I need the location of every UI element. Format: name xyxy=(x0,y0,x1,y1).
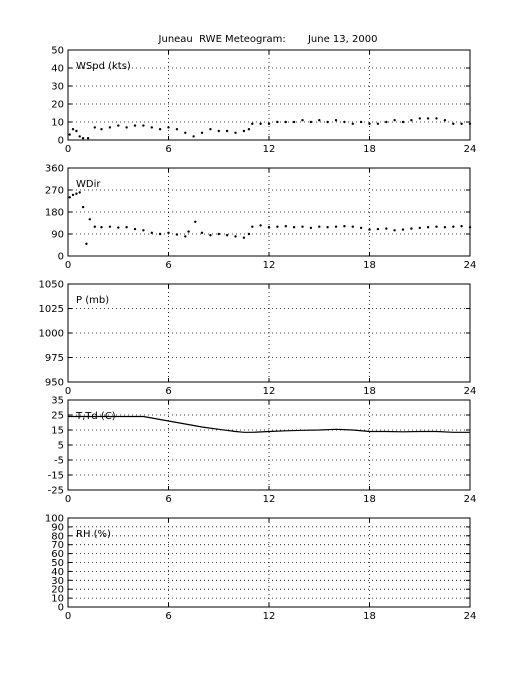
wspd-data-point xyxy=(142,124,144,126)
wspd-data-point xyxy=(326,121,328,123)
wdir-data-point xyxy=(427,226,429,228)
temp-dewpoint-y-tick-label: -5 xyxy=(54,455,64,467)
wdir-data-point xyxy=(100,226,102,228)
wdir-data-point xyxy=(326,226,328,228)
wspd-data-point xyxy=(285,121,287,123)
wdir-data-point xyxy=(352,226,354,228)
wdir-x-tick-label: 18 xyxy=(363,260,376,271)
wdir-data-point xyxy=(276,226,278,228)
wdir-x-tick-label: 6 xyxy=(165,260,172,271)
wdir-x-tick-label: 12 xyxy=(262,260,276,271)
wdir-data-point xyxy=(94,226,96,228)
wdir-data-point xyxy=(377,228,379,230)
wdir-y-tick-label: 360 xyxy=(44,163,64,175)
wspd-data-point xyxy=(310,121,312,123)
wspd-data-point xyxy=(452,123,454,125)
wspd-data-point xyxy=(82,137,84,139)
wspd-data-point xyxy=(69,133,71,135)
wspd-data-point xyxy=(318,119,320,121)
wspd-data-point xyxy=(360,121,362,123)
wspd-data-point xyxy=(243,130,245,132)
wspd-y-tick-label: 50 xyxy=(51,45,64,57)
wdir-data-point xyxy=(218,233,220,235)
wspd-data-point xyxy=(393,119,395,121)
wdir-data-point xyxy=(293,226,295,228)
wdir-x-tick-label: 0 xyxy=(64,260,72,271)
pressure-x-tick-label: 18 xyxy=(363,386,376,397)
wdir-data-point xyxy=(251,226,253,228)
wspd-data-point xyxy=(427,117,429,119)
wspd-y-tick-label: 20 xyxy=(51,99,64,111)
pressure-x-tick-label: 12 xyxy=(262,386,276,397)
wspd-data-point xyxy=(444,119,446,121)
wdir-data-point xyxy=(82,206,84,208)
wdir-data-point xyxy=(184,235,186,237)
pressure-y-tick-label: 975 xyxy=(44,353,64,364)
wspd-data-point xyxy=(435,117,437,119)
wdir-data-point xyxy=(444,226,446,228)
temp-dewpoint-x-tick-label: 24 xyxy=(463,494,477,505)
pressure-x-tick-label: 24 xyxy=(463,386,477,397)
wdir-data-point xyxy=(335,226,337,228)
temp-dewpoint-panel xyxy=(48,396,477,506)
wdir-data-point xyxy=(435,226,437,228)
wdir-y-tick-label: 180 xyxy=(44,207,64,219)
wspd-data-point xyxy=(293,121,295,123)
wspd-data-point xyxy=(226,130,228,132)
wspd-data-point xyxy=(100,128,102,130)
wspd-data-point xyxy=(218,130,220,132)
wdir-data-point xyxy=(75,193,77,195)
wspd-data-point xyxy=(94,126,96,128)
wdir-data-point xyxy=(402,228,404,230)
wspd-data-point xyxy=(368,123,370,125)
pressure-y-tick-label: 1050 xyxy=(38,279,64,291)
rh-y-tick-label: 80 xyxy=(51,531,64,543)
wspd-data-point xyxy=(343,121,345,123)
wspd-data-point xyxy=(419,117,421,119)
wdir-data-point xyxy=(109,226,111,228)
figure-title: Juneau RWE Meteogram: June 13, 2000 xyxy=(158,34,378,45)
wdir-data-point xyxy=(117,226,119,228)
wdir-y-tick-label: 270 xyxy=(44,185,64,197)
pressure-y-tick-label: 1000 xyxy=(38,328,64,340)
wspd-data-point xyxy=(134,124,136,126)
wdir-data-point xyxy=(159,233,161,235)
wdir-data-point xyxy=(310,227,312,229)
rh-y-tick-label: 50 xyxy=(51,558,64,569)
wspd-data-point xyxy=(276,121,278,123)
wspd-data-point xyxy=(184,132,186,134)
wdir-data-point xyxy=(248,233,250,235)
temp-dewpoint-y-tick-label: 15 xyxy=(51,425,64,437)
wspd-data-point xyxy=(248,128,250,130)
wdir-data-point xyxy=(393,229,395,231)
wdir-y-tick-label: 90 xyxy=(51,229,64,241)
wspd-data-point xyxy=(79,135,81,137)
rh-x-tick-label: 0 xyxy=(64,611,72,622)
wspd-data-point xyxy=(209,128,211,130)
wdir-data-point xyxy=(385,227,387,229)
wdir-label: WDir xyxy=(76,179,101,190)
wspd-x-tick-label: 12 xyxy=(262,144,276,155)
wdir-data-point xyxy=(410,227,412,229)
rh-y-tick-label: 40 xyxy=(51,566,64,578)
wspd-x-tick-label: 0 xyxy=(64,144,72,155)
wdir-data-point xyxy=(318,226,320,228)
wdir-data-point xyxy=(85,243,87,245)
rh-y-tick-label: 0 xyxy=(57,602,64,614)
wdir-data-point xyxy=(301,226,303,228)
pressure-x-tick-label: 6 xyxy=(165,386,172,397)
temp-dewpoint-y-tick-label: -15 xyxy=(47,470,64,482)
temp-dewpoint-x-tick-label: 6 xyxy=(165,494,172,505)
wspd-data-point xyxy=(301,119,303,121)
wdir-data-point xyxy=(167,232,169,234)
wspd-data-point xyxy=(234,132,236,134)
wdir-data-point xyxy=(79,191,81,193)
rh-y-tick-label: 30 xyxy=(51,575,64,587)
rh-y-tick-label: 10 xyxy=(51,593,64,605)
rh-x-tick-label: 18 xyxy=(363,611,376,622)
rh-panel xyxy=(45,514,476,623)
wdir-data-point xyxy=(151,232,153,234)
wspd-data-point xyxy=(87,137,89,139)
wdir-data-point xyxy=(460,225,462,227)
wspd-data-point xyxy=(352,123,354,125)
wspd-x-tick-label: 6 xyxy=(165,144,172,155)
wspd-data-point xyxy=(402,121,404,123)
temp-dewpoint-x-tick-label: 12 xyxy=(262,494,276,505)
wdir-data-point xyxy=(69,196,71,198)
rh-y-tick-label: 90 xyxy=(51,522,64,534)
pressure-y-tick-label: 1025 xyxy=(38,304,64,315)
rh-x-tick-label: 24 xyxy=(463,611,477,622)
wspd-data-point xyxy=(151,126,153,128)
pressure-panel xyxy=(39,280,477,398)
wspd-data-point xyxy=(460,123,462,125)
wspd-data-point xyxy=(385,121,387,123)
wspd-y-tick-label: 0 xyxy=(57,135,64,147)
wspd-data-point xyxy=(251,123,253,125)
wdir-x-tick-label: 24 xyxy=(463,260,477,271)
wspd-data-point xyxy=(125,126,127,128)
rh-x-tick-label: 6 xyxy=(165,611,172,622)
wdir-panel xyxy=(45,164,476,272)
wdir-data-point xyxy=(259,224,261,226)
wspd-data-point xyxy=(117,124,119,126)
wdir-data-point xyxy=(452,226,454,228)
wspd-data-point xyxy=(75,130,77,132)
temp-dewpoint-x-tick-label: 0 xyxy=(64,494,72,505)
wdir-data-point xyxy=(72,194,74,196)
wdir-data-point xyxy=(187,230,189,232)
wspd-x-tick-label: 24 xyxy=(463,144,477,155)
wdir-data-point xyxy=(243,237,245,239)
wspd-data-point xyxy=(201,132,203,134)
wdir-data-point xyxy=(125,226,127,228)
wspd-panel xyxy=(51,46,476,156)
wdir-data-point xyxy=(268,226,270,228)
rh-y-tick-label: 20 xyxy=(51,584,64,596)
wdir-data-point xyxy=(343,225,345,227)
rh-label: RH (%) xyxy=(76,529,111,540)
wspd-data-point xyxy=(176,128,178,130)
wdir-data-point xyxy=(234,235,236,237)
temp-dewpoint-y-tick-label: -25 xyxy=(47,485,64,497)
pressure-label: P (mb) xyxy=(76,295,110,306)
pressure-x-tick-label: 0 xyxy=(64,386,72,397)
wdir-data-point xyxy=(368,228,370,230)
wdir-data-point xyxy=(469,226,471,228)
wspd-data-point xyxy=(335,119,337,121)
wdir-data-point xyxy=(201,232,203,234)
wspd-data-point xyxy=(192,135,194,137)
wspd-x-tick-label: 18 xyxy=(363,144,376,155)
wspd-y-tick-label: 10 xyxy=(51,117,64,129)
temp-dewpoint-y-tick-label: 35 xyxy=(51,395,64,407)
pressure-y-tick-label: 950 xyxy=(44,377,64,389)
rh-y-tick-label: 70 xyxy=(51,540,64,552)
rh-y-tick-label: 100 xyxy=(44,513,64,525)
wspd-label: WSpd (kts) xyxy=(76,61,131,72)
wspd-data-point xyxy=(167,126,169,128)
wdir-data-point xyxy=(419,227,421,229)
wspd-data-point xyxy=(469,123,471,125)
wdir-data-point xyxy=(226,234,228,236)
rh-y-tick-label: 60 xyxy=(51,549,64,561)
wspd-data-point xyxy=(268,123,270,125)
wdir-data-point xyxy=(89,218,91,220)
wspd-y-tick-label: 30 xyxy=(51,81,64,93)
wdir-data-point xyxy=(194,221,196,223)
wdir-data-point xyxy=(176,233,178,235)
wdir-y-tick-label: 0 xyxy=(57,251,64,263)
wspd-data-point xyxy=(410,119,412,121)
temp-dewpoint-y-tick-label: 5 xyxy=(57,440,64,452)
wdir-data-point xyxy=(209,234,211,236)
wspd-data-point xyxy=(72,128,74,130)
wspd-data-point xyxy=(377,123,379,125)
wdir-data-point xyxy=(285,225,287,227)
wspd-y-tick-label: 40 xyxy=(51,63,64,75)
rh-x-tick-label: 12 xyxy=(262,611,276,622)
wdir-data-point xyxy=(360,227,362,229)
temp-dewpoint-x-tick-label: 18 xyxy=(363,494,376,505)
temp-dewpoint-y-tick-label: 25 xyxy=(51,410,64,422)
wspd-data-point xyxy=(259,123,261,125)
wdir-data-point xyxy=(134,228,136,230)
wspd-data-point xyxy=(109,126,111,128)
wspd-data-point xyxy=(159,128,161,130)
temp-dewpoint-label: T,Td (C) xyxy=(76,411,116,422)
wdir-data-point xyxy=(142,229,144,231)
